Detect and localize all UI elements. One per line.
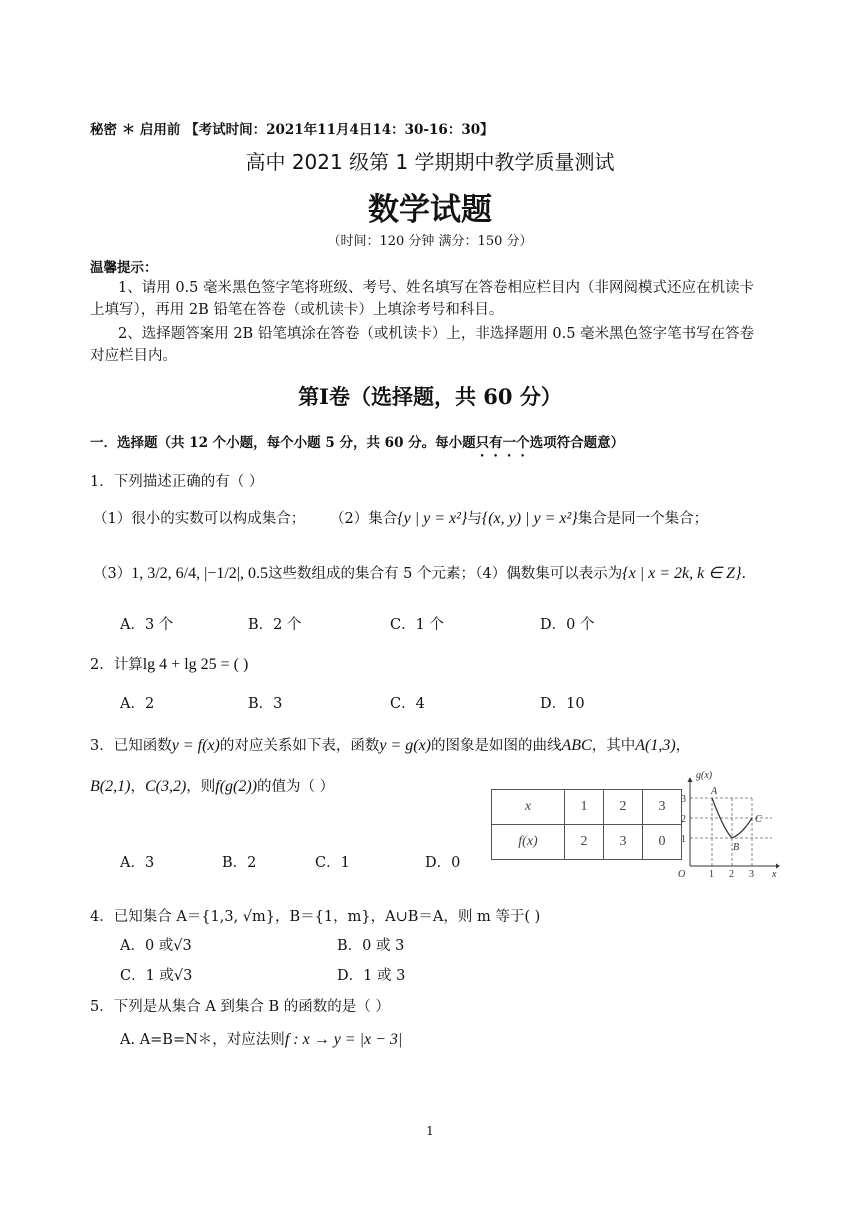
graph-ytick: 1: [681, 834, 686, 845]
q4-option-c: C．1 或√3: [120, 968, 193, 984]
table-cell: 2: [565, 825, 604, 860]
q3-fg-expr: f(g(2)): [215, 778, 258, 795]
table-cell: 0: [643, 825, 682, 860]
q1-s4-pre: （4）偶数集可以表示为: [468, 566, 623, 582]
q3-line-1: [90, 734, 690, 755]
q3-g-expr: y = g(x): [379, 737, 431, 754]
q1-option-a: A．3 个: [120, 617, 174, 633]
q1-s4-set: {x | x = 2k, k ∈ Z}: [622, 565, 742, 582]
graph-origin: O: [678, 869, 686, 880]
table-row: [492, 790, 682, 825]
q1-stem: 1．下列描述正确的有（ ）: [90, 474, 264, 490]
q3-option-c: C．1: [315, 855, 350, 871]
graph-point-label-c: C: [755, 814, 762, 825]
exam-title: 高中 2021 级第 1 学期期中教学质量测试: [245, 150, 615, 174]
q2-stem-math: lg 4 + lg 25 = ( ): [142, 656, 249, 673]
page-number: 1: [426, 1124, 434, 1138]
q1-option-b: B．2 个: [248, 617, 302, 633]
section-heading-emphasis: 只有一个: [475, 435, 530, 451]
q3-function-table: [491, 789, 682, 860]
q5-option-a-math: f : x → y = |x − 3|: [284, 1031, 403, 1048]
graph-xtick: 3: [749, 869, 754, 880]
q1-statement-2: [330, 507, 708, 528]
q2-option-a: A．2: [120, 696, 155, 712]
q5-option-a-text: A. A=B=N＊，对应法则: [120, 1032, 285, 1048]
q1-s2-mid: 与: [467, 511, 482, 527]
graph-ytick: 2: [681, 814, 686, 825]
q2-stem: [90, 653, 248, 674]
section-heading-post: 选项符合题意）: [529, 435, 625, 451]
q5-stem: 5．下列是从集合 A 到集合 B 的函数的是（ ）: [90, 999, 390, 1015]
q3-f-expr: y = f(x): [171, 737, 220, 754]
q2-option-c: C．4: [390, 696, 425, 712]
table-row: [492, 825, 682, 860]
q3-graph: [672, 770, 782, 880]
q3-text: ，: [675, 738, 691, 754]
graph-xlabel: x: [772, 869, 777, 880]
graph-ylabel: g(x): [696, 770, 713, 781]
q1-statement-1: （1）很小的实数可以构成集合；: [93, 511, 306, 527]
q2-stem-pre: 2．计算: [90, 657, 143, 673]
q3-text: 3．已知函数: [90, 738, 172, 754]
q1-s3-post: 这些数组成的集合有 5 个元素；: [268, 566, 475, 582]
q3-point-c: C(3,2): [144, 778, 187, 795]
q4-option-a: A．0 或√3: [120, 938, 192, 954]
time-info: （时间：120 分钟 满分：150 分）: [327, 234, 533, 249]
graph-grid: [690, 798, 772, 866]
q1-s2-post: 集合是同一个集合；: [577, 511, 709, 527]
q5-option-a: [120, 1028, 402, 1049]
tip-2-line-1: 2、选择题答案用 2B 铅笔填涂在答卷（或机读卡）上，非选择题用 0.5 毫米黑色签字笔书写在答卷: [118, 326, 755, 342]
q1-s3-numbers: 1, 3/2, 6/4, |−1/2|, 0.5: [131, 565, 268, 582]
y-axis-arrow: [688, 777, 693, 782]
q4-stem: 4．已知集合 A＝{1,3, √m}，B＝{1，m}，A∪B＝A，则 m 等于( ): [90, 909, 541, 925]
subject-title: 数学试题: [368, 192, 492, 228]
graph-point-label-a: A: [711, 786, 718, 797]
q1-s2-set1: {y | y = x²}: [397, 510, 468, 527]
graph-xtick: 2: [729, 869, 734, 880]
q1-statement-3: [93, 562, 475, 583]
q4-option-d: D．1 或 3: [337, 968, 406, 984]
q4-option-b: B．0 或 3: [337, 938, 405, 954]
q3-point-b: B(2,1): [90, 778, 131, 795]
table-cell: 3: [643, 790, 682, 825]
q1-s2-pre: （2）集合: [330, 511, 398, 527]
section-heading-pre: 一．选择题（共 12 个小题，每个小题 5 分，共 60 分。每小题: [90, 435, 476, 451]
section-title: 第Ⅰ卷（选择题，共 60 分）: [298, 384, 562, 409]
q1-statement-4: [468, 562, 746, 583]
graph-ytick: 3: [681, 794, 686, 805]
tips-title: 温馨提示：: [90, 260, 158, 276]
table-cell: f(x): [492, 825, 565, 860]
q3-option-a: A．3: [120, 855, 155, 871]
table-cell: 1: [565, 790, 604, 825]
q3-text: ，: [130, 779, 145, 795]
table-cell: x: [492, 790, 565, 825]
q3-curve-name: ABC: [561, 737, 592, 754]
q1-s2-set2: {(x, y) | y = x²}: [481, 510, 578, 527]
q3-text: 的值为（ ）: [257, 779, 335, 795]
q3-text: 的对应关系如下表，函数: [219, 738, 380, 754]
q3-text: ，则: [186, 779, 216, 795]
q3-text: 的图象是如图的曲线: [431, 738, 562, 754]
confidential-header: 秘密 ＊ 启用前 【考试时间：2021年11月4日14：30-16：30】: [90, 122, 494, 138]
section-heading: [90, 431, 624, 460]
x-axis-arrow: [776, 864, 780, 869]
table-cell: 3: [604, 825, 643, 860]
q3-text: ，其中: [591, 738, 636, 754]
q2-option-b: B．3: [248, 696, 283, 712]
q3-option-b: B．2: [222, 855, 257, 871]
tip-1-line-1: 1、请用 0.5 毫米黑色签字笔将班级、考号、姓名填写在答卷相应栏目内（非网阅模式还应在机读卡: [118, 280, 754, 296]
graph-xtick: 1: [709, 869, 714, 880]
q1-option-c: C．1 个: [390, 617, 444, 633]
q1-s4-post: .: [741, 566, 747, 582]
q2-option-d: D．10: [540, 696, 585, 712]
tip-1-line-2: 上填写），再用 2B 铅笔在答卷（或机读卡）上填涂考号和科目。: [90, 302, 504, 318]
q1-s3-pre: （3）: [93, 566, 132, 582]
q3-point-a: A(1,3): [635, 737, 676, 754]
q1-option-d: D．0 个: [540, 617, 595, 633]
q3-option-d: D．0: [425, 855, 461, 871]
table-cell: 2: [604, 790, 643, 825]
tip-2-line-2: 对应栏目内。: [90, 348, 177, 364]
graph-point-label-b: B: [733, 842, 740, 853]
q3-line-2: [90, 775, 334, 796]
